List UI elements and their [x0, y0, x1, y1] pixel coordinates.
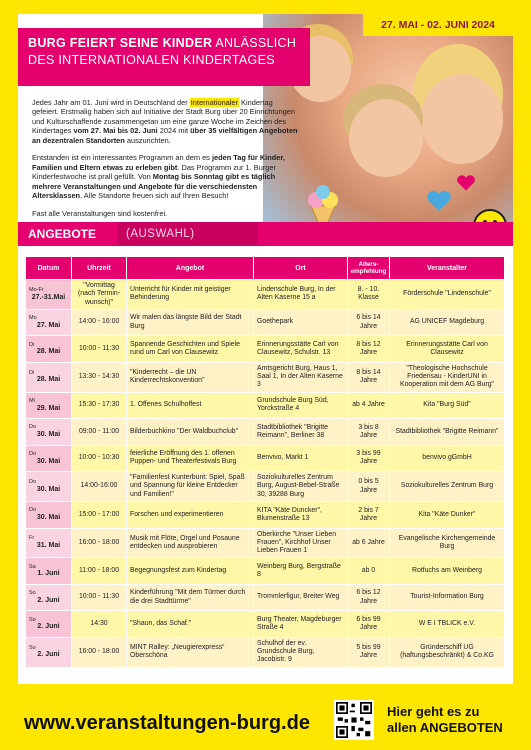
- intro-text-span: Entstanden ist ein interessantes Programm an dem es: [32, 153, 212, 163]
- cell-place: Grundschule Burg Süd, Yorckstraße 4: [254, 393, 348, 419]
- cell-date: [26, 419, 72, 445]
- cell-organizer: Soziokulturelles Zentrum Burg: [390, 472, 505, 501]
- section-subtitle: (AUSWAHL): [118, 222, 258, 246]
- weekday-label: So: [29, 616, 36, 623]
- cell-organizer: Tourist-Information Burg: [390, 585, 505, 611]
- cell-age: 8 bis 14 Jahre: [348, 363, 390, 392]
- intro-paragraph-3: Fast alle Veranstaltungen sind kostenfrei.: [32, 208, 168, 218]
- date-label: 30. Mai: [36, 513, 61, 521]
- child-face-middle: [349, 99, 423, 177]
- weekday-label: Do: [29, 424, 37, 431]
- table-row: [26, 502, 505, 528]
- cell-offer: Forschen und experimentieren: [127, 502, 254, 528]
- cell-offer: Kinderführung "Mit dem Türmer durch die drei Stadttürme": [127, 585, 254, 611]
- cell-offer: Bilderbuchkino "Der Waldbuchclub": [127, 419, 254, 445]
- date-label: 27. Mai: [36, 321, 61, 329]
- cell-time: 14:00 - 16:00: [72, 310, 127, 336]
- cell-place: Benvivo, Markt 1: [254, 446, 348, 472]
- cell-place: Erinnerungsstätte Carl von Clausewitz, Schulstr. 13: [254, 336, 348, 362]
- table-row: [26, 310, 505, 336]
- table-row: [26, 611, 505, 637]
- date-label: 28. Mai: [36, 348, 61, 356]
- intro-text: [32, 98, 300, 226]
- cell-time: 10:00 - 11:30: [72, 336, 127, 362]
- header-veranstalter: Veranstalter: [390, 257, 505, 279]
- qr-code[interactable]: [334, 700, 374, 740]
- cell-time: 14:30: [72, 611, 127, 637]
- weekday-label: Sa: [29, 563, 36, 570]
- cell-time: 16:00 - 18:00: [72, 638, 127, 667]
- intro-bold: vom 27. Mai bis 02. Juni: [73, 126, 158, 136]
- cell-place: Schulhof der ev. Grundschule Burg, Jacobistr. 9: [254, 638, 348, 667]
- cell-date: [26, 502, 72, 528]
- qr-code-icon: [336, 702, 372, 738]
- intro-text-span: Jedes Jahr am 01. Juni wird in Deutschland der: [32, 98, 190, 107]
- cell-organizer: Erinnerungsstätte Carl von Clausewitz: [390, 336, 505, 362]
- title-line-2: DES INTERNATIONALEN KINDERTAGES: [28, 53, 275, 67]
- table-row: [26, 419, 505, 445]
- header-ort: Ort: [254, 257, 348, 279]
- header-angebot: Angebot: [127, 257, 254, 279]
- cell-place: Weinberg Burg, Bergstraße 8: [254, 558, 348, 584]
- header-uhrzeit: Uhrzeit: [72, 257, 127, 279]
- title-line-1: [28, 36, 300, 50]
- weekday-label: Do: [29, 507, 37, 514]
- header-datum: Datum: [26, 257, 72, 279]
- table-row: [26, 363, 505, 392]
- table-row: [26, 529, 505, 558]
- intro-highlight: Internationaler: [190, 98, 238, 107]
- date-label: 28. Mai: [36, 376, 61, 384]
- cell-time: 15:00 - 17:00: [72, 502, 127, 528]
- title-light: ANLÄSSLICH: [212, 36, 297, 50]
- cell-date: [26, 363, 72, 392]
- cell-time: 13:30 - 14:30: [72, 363, 127, 392]
- cell-date: [26, 529, 72, 558]
- table-row: [26, 558, 505, 584]
- date-range-banner: 27. MAI - 02. JUNI 2024: [363, 14, 513, 36]
- weekday-label: Do: [29, 450, 37, 457]
- weekday-label: Di: [29, 369, 35, 376]
- table-row: [26, 585, 505, 611]
- section-header: [18, 222, 513, 246]
- cell-offer: Spannende Geschichten und Spiele rund um Carl von Clausewitz: [127, 336, 254, 362]
- weekday-label: Di: [29, 341, 35, 348]
- cell-offer: "Kinderrecht – die UN Kinderrechtskonvention": [127, 363, 254, 392]
- table-row: [26, 446, 505, 472]
- child-face-right: [421, 74, 503, 164]
- events-table: [26, 256, 505, 668]
- cell-offer: Unterricht für Kinder mit geistiger Behinderung: [127, 280, 254, 309]
- date-label: 31. Mai: [36, 542, 61, 550]
- cell-organizer: Gründerschiff UG (haftungsbeschränkt) & Co.KG: [390, 638, 505, 667]
- header-altersempfehlung: Alters- empfehlung: [348, 257, 390, 279]
- cell-organizer: Rotfuchs am Weinberg: [390, 558, 505, 584]
- cell-organizer: Evangelische Kirchengemeinde Burg: [390, 529, 505, 558]
- cell-place: Goethepark: [254, 310, 348, 336]
- cell-place: KITA "Käte Duncker", Blumenstraße 13: [254, 502, 348, 528]
- date-label: 2. Juni: [37, 651, 60, 659]
- cell-place: Oberkirche "Unser Lieben Frauen", Kirchhof Unser Lieben Frauen 1: [254, 529, 348, 558]
- cell-organizer: Förderschule "Lindenschule": [390, 280, 505, 309]
- table-row: [26, 472, 505, 501]
- cta-line-1: Hier geht es zu: [387, 704, 480, 719]
- date-label: 30. Mai: [36, 457, 61, 465]
- intro-text-span: . Alle Standorte freuen sich auf Ihren Besuch!: [80, 191, 229, 201]
- cell-time: 10:00 - 10:30: [72, 446, 127, 472]
- date-label: 27.-31.Mai: [31, 293, 66, 301]
- cell-organizer: Kita "Burg Süd": [390, 393, 505, 419]
- cell-organizer: AG UNICEF Magdeburg: [390, 310, 505, 336]
- cell-date: [26, 611, 72, 637]
- intro-bold: jeden Tag für Kinder, Familien und Eltern etwas zu erleben gibt: [32, 153, 285, 172]
- title-box: [18, 28, 310, 86]
- cell-age: ab 6 Jahre: [348, 529, 390, 558]
- cell-time: "Vormittag (nach Termin-wunsch)": [72, 280, 127, 309]
- date-label: 2. Juni: [37, 596, 60, 604]
- cell-place: Stadtbibliothek "Brigitte Reimann", Berliner 38: [254, 419, 348, 445]
- cell-age: 6 bis 12 Jahre: [348, 585, 390, 611]
- weekday-label: Mo: [29, 315, 37, 322]
- cell-offer: Wir malen das längste Bild der Stadt Burg: [127, 310, 254, 336]
- cell-organizer: W E I TBLICK e.V.: [390, 611, 505, 637]
- heart-icon-blue: [426, 189, 452, 213]
- cell-place: Soziokulturelles Zentrum Burg, August-Bebel-Straße 30, 39288 Burg: [254, 472, 348, 501]
- date-label: 29. Mai: [36, 404, 61, 412]
- footer-call-to-action: [387, 704, 503, 737]
- intro-text-span: 2024 mit: [157, 126, 191, 136]
- cell-date: [26, 446, 72, 472]
- title-bold: BURG FEIERT SEINE KINDER: [28, 36, 213, 50]
- cell-offer: "Shaun, das Schaf.": [127, 611, 254, 637]
- cell-offer: MINT Ralley: „Neugierexpress“ Oberschöna: [127, 638, 254, 667]
- cell-date: [26, 472, 72, 501]
- table-row: [26, 336, 505, 362]
- cell-age: 5 bis 99 Jahre: [348, 638, 390, 667]
- cell-date: [26, 558, 72, 584]
- cell-date: [26, 336, 72, 362]
- date-label: 2. Juni: [37, 623, 60, 631]
- weekday-label: Fr: [29, 535, 35, 542]
- intro-bold: Montag bis Sonntag gibt es täglich mehrere Veranstaltungen und Angebote für die verschiedensten Altersklassen: [32, 172, 276, 201]
- cell-organizer: Kita "Käte Dunker": [390, 502, 505, 528]
- cell-time: 14:00-16:00: [72, 472, 127, 501]
- cell-offer: 1. Offenes Schulhoffest: [127, 393, 254, 419]
- weekday-label: So: [29, 644, 36, 651]
- weekday-label: Mi: [29, 397, 35, 404]
- cell-organizer: Stadtbibliothek "Brigitte Reimann": [390, 419, 505, 445]
- cell-date: [26, 638, 72, 667]
- cell-offer: feierliche Eröffnung des 1. offenen Puppen- und Theaterfestivals Burg: [127, 446, 254, 472]
- cell-place: Trommlerfigur, Breiter Weg: [254, 585, 348, 611]
- cell-time: 10:00 - 11:30: [72, 585, 127, 611]
- cell-organizer: "Theologische Hochschule Friedensau - KinderUNI in Kooperation mit dem AG Burg": [390, 363, 505, 392]
- intro-text-span: . Das Programm zur 1. Burger Kinderfestwoche ist prall gefüllt. Von: [32, 162, 276, 182]
- table-header-row: [26, 257, 505, 279]
- cell-age: 6 bis 99 Jahre: [348, 611, 390, 637]
- cell-age: 0 bis 5 Jahre: [348, 472, 390, 501]
- date-label: 30. Mai: [36, 485, 61, 493]
- cell-date: [26, 393, 72, 419]
- cell-age: ab 4 Jahre: [348, 393, 390, 419]
- cell-date: [26, 310, 72, 336]
- cell-time: 15:30 - 17:30: [72, 393, 127, 419]
- cell-age: ab 0: [348, 558, 390, 584]
- intro-text-span: Kindertag gefeiert. Erstmalig haben sich auf Initiative der Stadt Burg über 20 Einrichtungen und Kulturschaffende zusammengetan um eine ganze Woche im Zeichen des Kindertages: [32, 98, 295, 136]
- intro-paragraph-2: [32, 153, 300, 200]
- cell-age: 3 bis 99 Jahre: [348, 446, 390, 472]
- table-row: [26, 393, 505, 419]
- website-url[interactable]: www.veranstaltungen-burg.de: [24, 712, 310, 734]
- cell-place: Lindenschule Burg, In der Alten Kaserne 15 a: [254, 280, 348, 309]
- cell-time: 09:00 - 11:00: [72, 419, 127, 445]
- cell-time: 16:00 - 18:00: [72, 529, 127, 558]
- intro-bold: über 35 vielfältigen Angeboten an dezentralen Standorten: [32, 126, 298, 145]
- cell-date: [26, 280, 72, 309]
- cell-offer: "Familienfest Kunterbunt: Spiel, Spaß und Spannung für kleine Entdecker und Familien!": [127, 472, 254, 501]
- date-label: 1. Juni: [37, 570, 60, 578]
- weekday-label: So: [29, 590, 36, 597]
- cell-organizer: benvivo gGmbH: [390, 446, 505, 472]
- cell-age: 2 bis 7 Jahre: [348, 502, 390, 528]
- cell-age: 8. - 10. Klasse: [348, 280, 390, 309]
- table-row: [26, 638, 505, 667]
- cell-offer: Musik mit Flöte, Orgel und Posaune entdecken und ausprobieren: [127, 529, 254, 558]
- cell-time: 11:00 - 18:00: [72, 558, 127, 584]
- cell-age: 3 bis 8 Jahre: [348, 419, 390, 445]
- cta-line-2: allen ANGEBOTEN: [387, 720, 503, 736]
- heart-icon-pink: [456, 174, 476, 192]
- table-row: [26, 280, 505, 309]
- cell-place: Amtsgericht Burg, Haus 1, Saal 1, In der Alten Kaserne 3: [254, 363, 348, 392]
- date-label: 30. Mai: [36, 431, 61, 439]
- section-title: ANGEBOTE: [28, 227, 97, 241]
- cell-offer: Begegnungsfest zum Kindertag: [127, 558, 254, 584]
- intro-paragraph-1: [32, 98, 300, 145]
- weekday-label: Do: [29, 479, 37, 486]
- cell-date: [26, 585, 72, 611]
- cell-place: Burg Theater, Magdeburger Straße 4: [254, 611, 348, 637]
- cell-age: 8 bis 12 Jahre: [348, 336, 390, 362]
- weekday-label: Mo-Fr: [29, 286, 44, 293]
- cell-age: 6 bis 14 Jahre: [348, 310, 390, 336]
- intro-text-span: auszurichten.: [124, 135, 171, 145]
